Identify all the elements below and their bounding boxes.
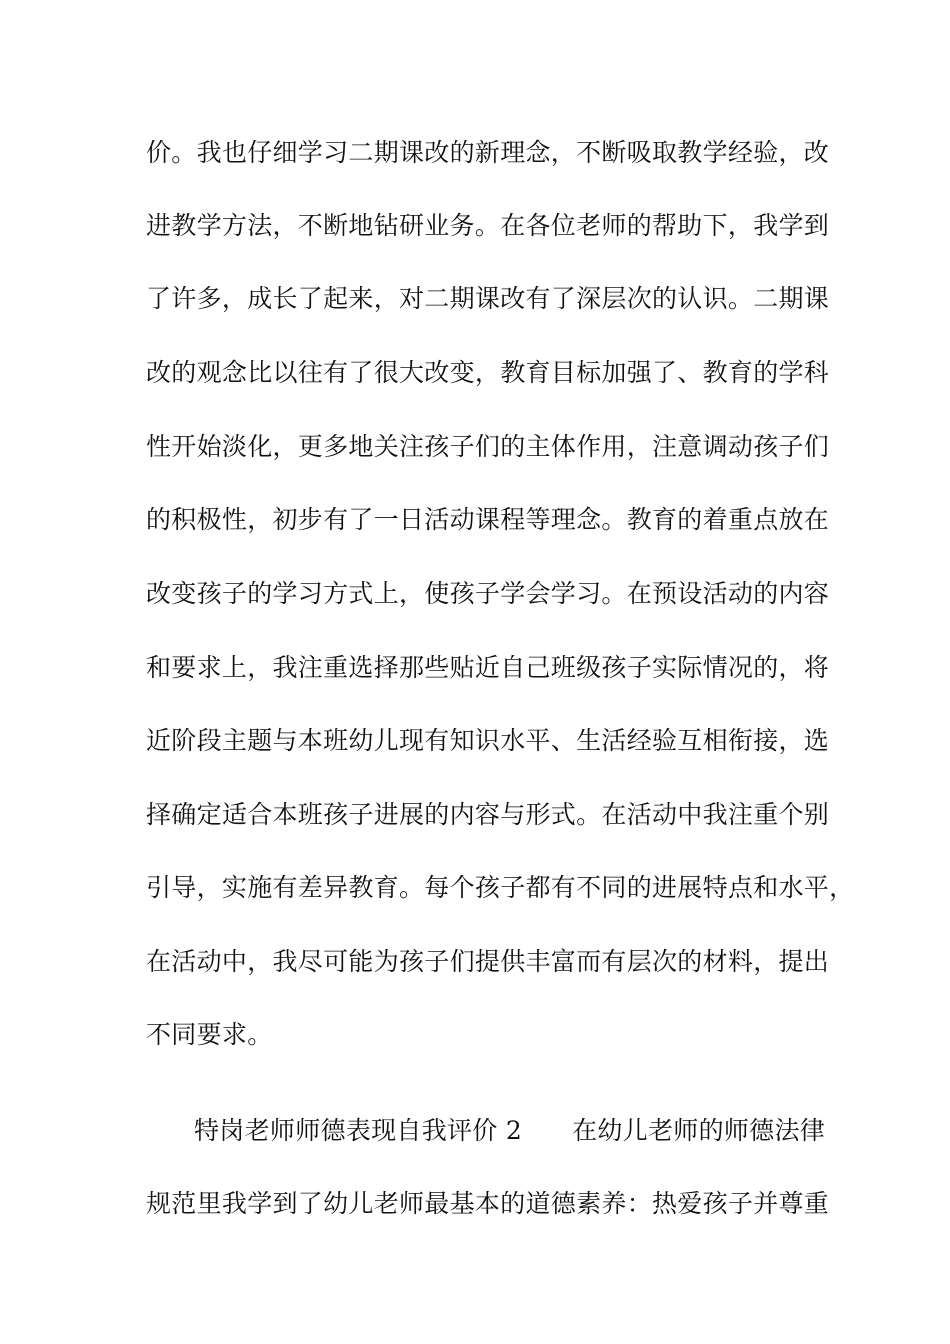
section-first-line: 在幼儿老师的师德法律 [572,1116,826,1145]
paragraph-line: 近阶段主题与本班幼儿现有知识水平、生活经验互相衔接，选 [146,726,830,755]
paragraph-line: 择确定适合本班孩子进展的内容与形式。在活动中我注重个别 [146,800,830,829]
paragraph-line: 价。我也仔细学习二期课改的新理念，不断吸取教学经验，改 [146,138,830,167]
paragraph-line: 性开始淡化，更多地关注孩子们的主体作用，注意调动孩子们 [146,432,830,461]
paragraph-line: 不同要求。 [146,1020,273,1049]
paragraph-line: 在活动中，我尽可能为孩子们提供丰富而有层次的材料，提出 [146,947,830,976]
paragraph-line: 的积极性，初步有了一日活动课程等理念。教育的着重点放在 [146,505,830,534]
section-heading-line [194,1111,874,1151]
paragraph-line: 和要求上，我注重选择那些贴近自己班级孩子实际情况的，将 [146,653,830,682]
paragraph-line: 进教学方法，不断地钻研业务。在各位老师的帮助下，我学到 [146,211,830,240]
paragraph-line: 规范里我学到了幼儿老师最基本的道德素养：热爱孩子并尊重 [146,1189,830,1218]
section-heading: 特岗老师师德表现自我评价 2 [194,1116,523,1145]
paragraph-line: 引导，实施有差异教育。每个孩子都有不同的进展特点和水平， [146,873,855,902]
paragraph-line: 改的观念比以往有了很大改变，教育目标加强了、教育的学科 [146,358,830,387]
paragraph-line: 了许多，成长了起来，对二期课改有了深层次的认识。二期课 [146,284,830,313]
paragraph-line: 改变孩子的学习方式上，使孩子学会学习。在预设活动的内容 [146,579,830,608]
